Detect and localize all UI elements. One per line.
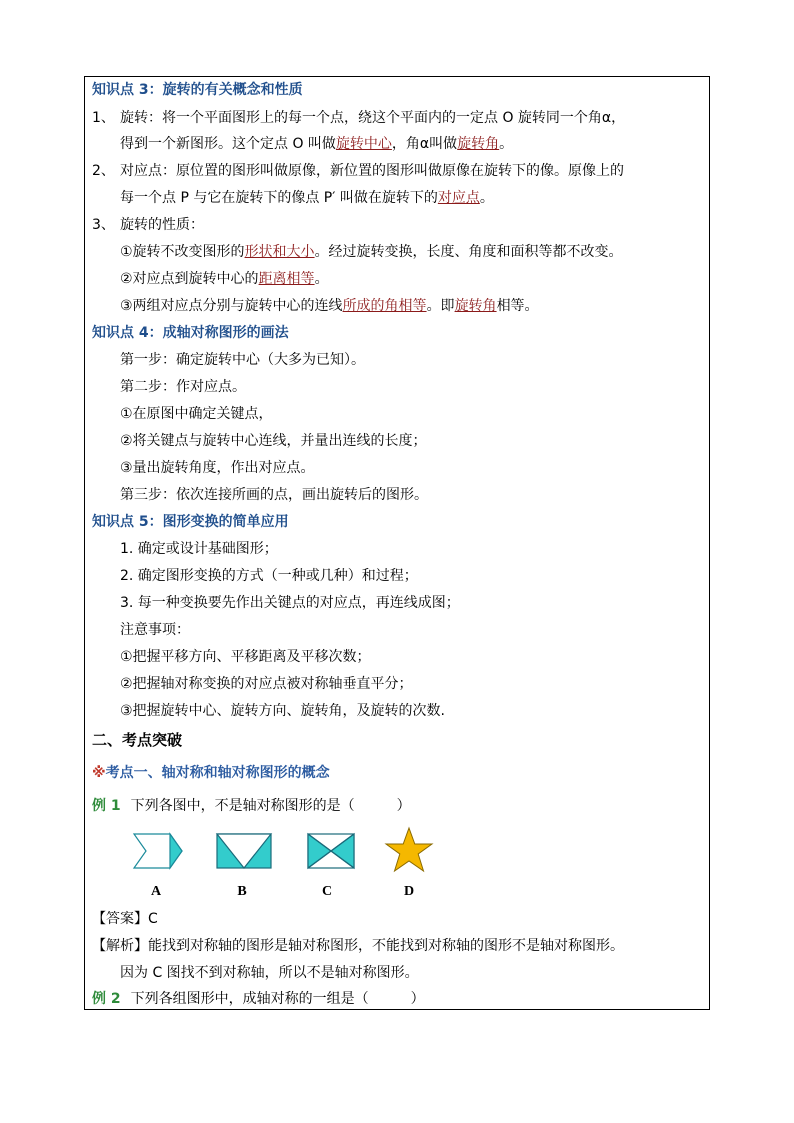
section2-title: 二、考点突破 <box>92 731 183 749</box>
kp5-item2: 2. 确定图形变换的方式（一种或几种）和过程； <box>120 568 418 584</box>
kp4-step2c: ③量出旋转角度，作出对应点。 <box>120 460 315 476</box>
ex1-analysis-line2: 因为 C 图找不到对称轴，所以不是轴对称图形。 <box>120 965 419 981</box>
kp3-property1: ①旋转不改变图形的形状和大小。经过旋转变换，长度、角度和面积等都不改变。 <box>120 244 623 260</box>
kp4-title: 知识点 4：成轴对称图形的画法 <box>92 325 289 341</box>
ex1-question: 例 1 下列各图中，不是轴对称图形的是（ ） <box>92 798 411 814</box>
option-c-label: C <box>321 884 333 899</box>
ex1-analysis-line1: 【解析】能找到对称轴的图形是轴对称图形，不能找到对称轴的图形不是轴对称图形。 <box>92 938 624 954</box>
kp3-property3: ③两组对应点分别与旋转中心的连线所成的角相等。即旋转角相等。 <box>120 298 539 314</box>
kp5-note1: ①把握平移方向、平移距离及平移次数； <box>120 649 371 665</box>
kp4-step3: 第三步：依次连接所画的点，画出旋转后的图形。 <box>120 487 428 503</box>
kp3-item1-line1: 旋转：将一个平面图形上的每一个点，绕这个平面内的一定点 O 旋转同一个角α， <box>120 110 626 126</box>
kp5-item1: 1. 确定或设计基础图形； <box>120 541 278 557</box>
kp4-step2a: ①在原图中确定关键点， <box>120 406 273 422</box>
ex2-question: 例 2 下列各组图形中，成轴对称的一组是（ ） <box>92 991 425 1007</box>
kp5-note2: ②把握轴对称变换的对应点被对称轴垂直平分； <box>120 676 413 692</box>
figure-c <box>308 834 354 868</box>
kp5-note3: ③把握旋转中心、旋转方向、旋转角，及旋转的次数. <box>120 703 445 719</box>
ex1-figures <box>120 826 450 902</box>
kp4-step2b: ②将关键点与旋转中心连线，并量出连线的长度； <box>120 433 427 449</box>
kp5-title: 知识点 5：图形变换的简单应用 <box>92 514 289 530</box>
ex2-label: 例 2 <box>92 991 121 1007</box>
kp3-title: 知识点 3：旋转的有关概念和性质 <box>92 82 303 98</box>
kp3-item3-num: 3、 <box>92 217 115 233</box>
figure-d <box>386 828 432 871</box>
kp3-item2-line2: 每一个点 P 与它在旋转下的像点 P′ 叫做在旋转下的对应点。 <box>120 190 494 206</box>
ex1-label: 例 1 <box>92 798 121 814</box>
term-rotation-angle: 旋转角 <box>457 136 500 152</box>
term-rotation-center: 旋转中心 <box>335 136 392 152</box>
kp3-item3-line1: 旋转的性质： <box>120 217 204 233</box>
section2-kp1: ※考点一、轴对称和轴对称图形的概念 <box>92 765 330 781</box>
kp3-item1-num: 1、 <box>92 110 115 126</box>
kp3-property2: ②对应点到旋转中心的距离相等。 <box>120 271 329 287</box>
option-d-label: D <box>403 884 415 899</box>
figure-b <box>217 834 271 868</box>
kp3-item1-line2: 得到一个新图形。这个定点 O 叫做旋转中心，角α叫做旋转角。 <box>120 136 514 152</box>
kp5-note: 注意事项： <box>120 622 190 638</box>
ex1-answer: 【答案】C <box>92 911 158 927</box>
kp4-step2: 第二步：作对应点。 <box>120 379 246 395</box>
kp4-step1: 第一步：确定旋转中心（大多为已知）。 <box>120 352 365 368</box>
option-a-label: A <box>150 884 162 899</box>
figure-a <box>134 834 182 868</box>
kp5-item3: 3. 每一种变换要先作出关键点的对应点，再连线成图； <box>120 595 460 611</box>
option-b-label: B <box>237 884 247 899</box>
term-corresponding-point: 对应点 <box>437 190 480 206</box>
kp3-item2-line1: 对应点：原位置的图形叫做原像，新位置的图形叫做原像在旋转下的像。原像上的 <box>120 163 624 179</box>
kp3-item2-num: 2、 <box>92 163 115 179</box>
